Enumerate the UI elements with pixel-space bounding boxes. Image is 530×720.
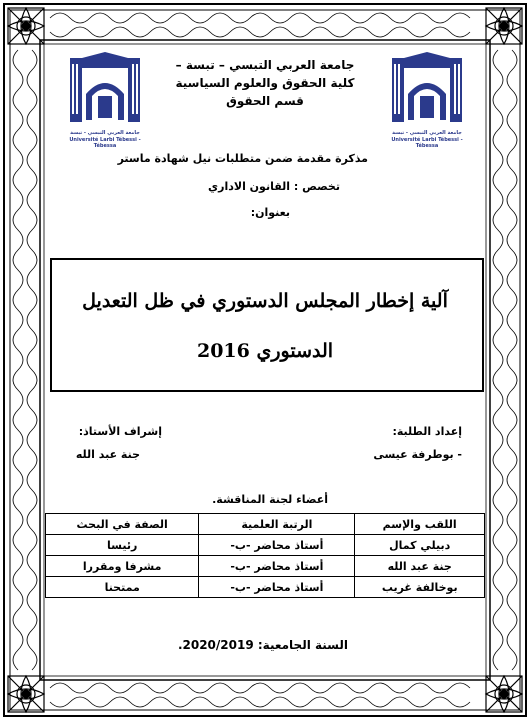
column-header: اللقب والإسم bbox=[355, 514, 485, 535]
member-rank: أستاذ محاضر -ب- bbox=[199, 556, 355, 577]
logo-caption-en: Université Larbi Tébessi - Tébessa bbox=[69, 137, 141, 149]
member-role: مشرفا ومقررا bbox=[46, 556, 199, 577]
column-header: الرتبة العلمية bbox=[199, 514, 355, 535]
title-box bbox=[50, 258, 484, 392]
committee-table bbox=[45, 513, 485, 598]
department-name: قسم الحقوق bbox=[226, 94, 304, 108]
thesis-specialty: تخصص : القانون الاداري bbox=[208, 180, 340, 193]
student-name: - بوطرفة عيسى bbox=[373, 448, 462, 461]
committee-label: أعضاء لجنة المناقشة. bbox=[212, 493, 328, 506]
faculty-name: كلية الحقوق والعلوم السياسية bbox=[175, 76, 355, 90]
column-header: الصفة في البحث bbox=[46, 514, 199, 535]
member-name: جنة عبد الله bbox=[355, 556, 485, 577]
table-row bbox=[46, 577, 485, 598]
supervisor-name: جنة عبد الله bbox=[75, 448, 140, 461]
logo-caption-en: Université Larbi Tébessi - Tébessa bbox=[391, 137, 463, 149]
academic-year: السنة الجامعية: 2020/2019. bbox=[177, 638, 348, 652]
thesis-title-line1: آلية إخطار المجلس الدستوري في ظل التعديل bbox=[82, 290, 448, 312]
supervisor-label: إشراف الأستاذ: bbox=[78, 425, 162, 438]
students-label: إعداد الطلبة: bbox=[392, 425, 462, 438]
logo-caption-ar: جامعة العربي التبسي - تبسة bbox=[392, 130, 462, 136]
university-logo-left bbox=[62, 50, 148, 149]
thesis-purpose: مذكرة مقدمة ضمن متطلبات نيل شهادة ماستر bbox=[117, 152, 368, 165]
member-role: ممتحنا bbox=[46, 577, 199, 598]
member-name: دبيلي كمال bbox=[355, 535, 485, 556]
university-emblem-icon bbox=[384, 50, 470, 130]
university-name: جامعة العربي التبسي – تبسة – bbox=[175, 58, 355, 72]
university-logo-right bbox=[384, 50, 470, 149]
logo-caption-ar: جامعة العربي التبسي - تبسة bbox=[70, 130, 140, 136]
member-name: بوخالفة غريب bbox=[355, 577, 485, 598]
member-rank: أستاذ محاضر -ب- bbox=[199, 577, 355, 598]
thesis-title-label: بعنوان: bbox=[250, 206, 290, 219]
member-role: رئيسا bbox=[46, 535, 199, 556]
university-emblem-icon bbox=[62, 50, 148, 130]
member-rank: أستاذ محاضر -ب- bbox=[199, 535, 355, 556]
table-header-row bbox=[46, 514, 485, 535]
table-row bbox=[46, 556, 485, 577]
thesis-title-line2: الدستوري 2016 bbox=[196, 340, 334, 362]
table-row bbox=[46, 535, 485, 556]
